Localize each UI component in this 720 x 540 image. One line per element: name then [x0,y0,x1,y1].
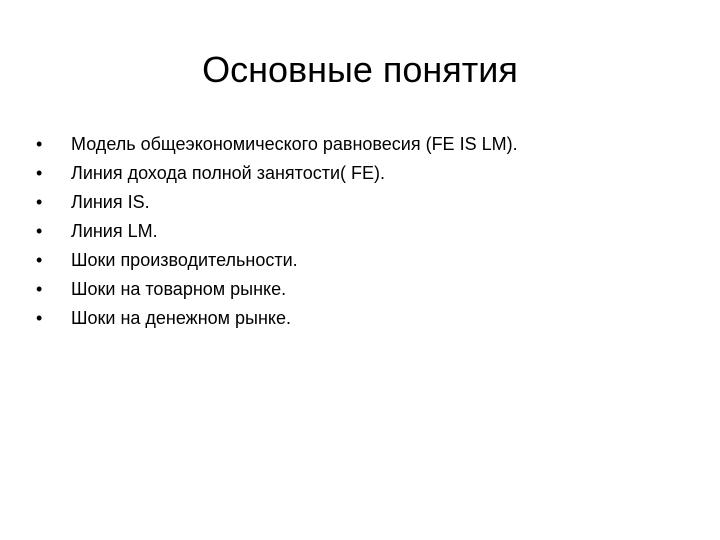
bullet-text: Линия LM. [71,221,158,241]
bullet-icon: • [36,134,43,154]
list-item [36,246,518,275]
list-item [36,130,518,159]
list-item [36,188,518,217]
slide-title: Основные понятия [202,49,518,90]
bullet-text: Шоки на денежном рынке. [71,308,291,328]
bullet-icon: • [36,308,43,328]
bullet-icon: • [36,163,43,183]
bullet-icon: • [36,192,43,212]
bullet-text: Модель общеэкономического равновесия (FE IS LM). [71,134,518,154]
list-item [36,304,518,333]
bullet-icon: • [36,250,43,270]
bullet-icon: • [36,279,43,299]
bullet-list [36,130,518,333]
bullet-text: Линия дохода полной занятости( FE). [71,163,386,183]
list-item [36,217,518,246]
bullet-text: Шоки на товарном рынке. [71,279,287,299]
bullet-text: Линия IS. [71,192,150,212]
list-item [36,159,518,188]
bullet-text: Шоки производительности. [71,250,298,270]
list-item [36,275,518,304]
bullet-icon: • [36,221,43,241]
